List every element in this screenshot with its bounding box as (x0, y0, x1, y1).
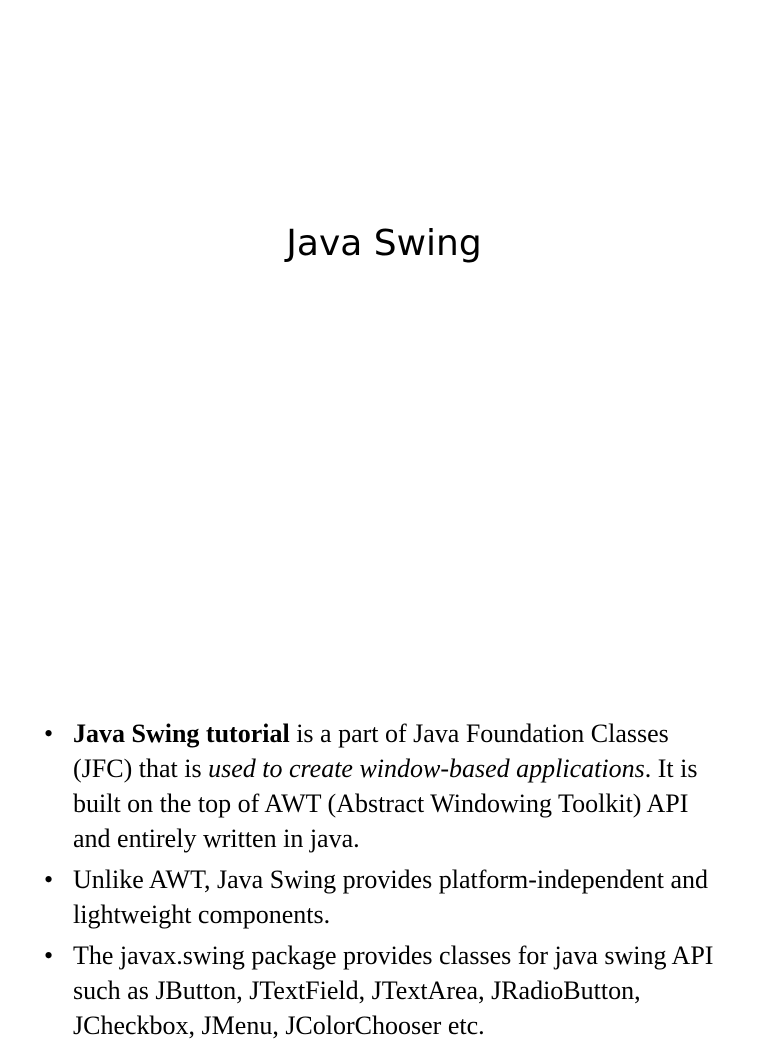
bullet-icon: • (44, 719, 54, 748)
bullet-item (0, 716, 768, 856)
bullet-text: is a part of Java Foundation Classes (JFC) that is (73, 719, 669, 783)
bullet-text: Unlike AWT, Java Swing provides platform-independent and lightweight components. (73, 865, 709, 929)
bullet-italic-text: used to create window-based applications (208, 754, 645, 783)
bullet-icon: • (44, 941, 54, 970)
bullet-item (0, 862, 768, 932)
bullet-bold-text: Java Swing tutorial (73, 719, 290, 748)
bullet-item (0, 938, 768, 1043)
bullet-text: . It is built on the top of AWT (Abstract Windowing Toolkit) API and entirely written in java. (73, 754, 698, 853)
slide-title: Java Swing (286, 223, 482, 264)
bullet-icon: • (44, 865, 54, 894)
bullet-list (0, 716, 768, 1049)
bullet-text: The javax.swing package provides classes for java swing API such as JButton, JTextField, JTextArea, JRadioButton, JCheckbox, JMenu, JColorChooser etc. (73, 941, 714, 1040)
